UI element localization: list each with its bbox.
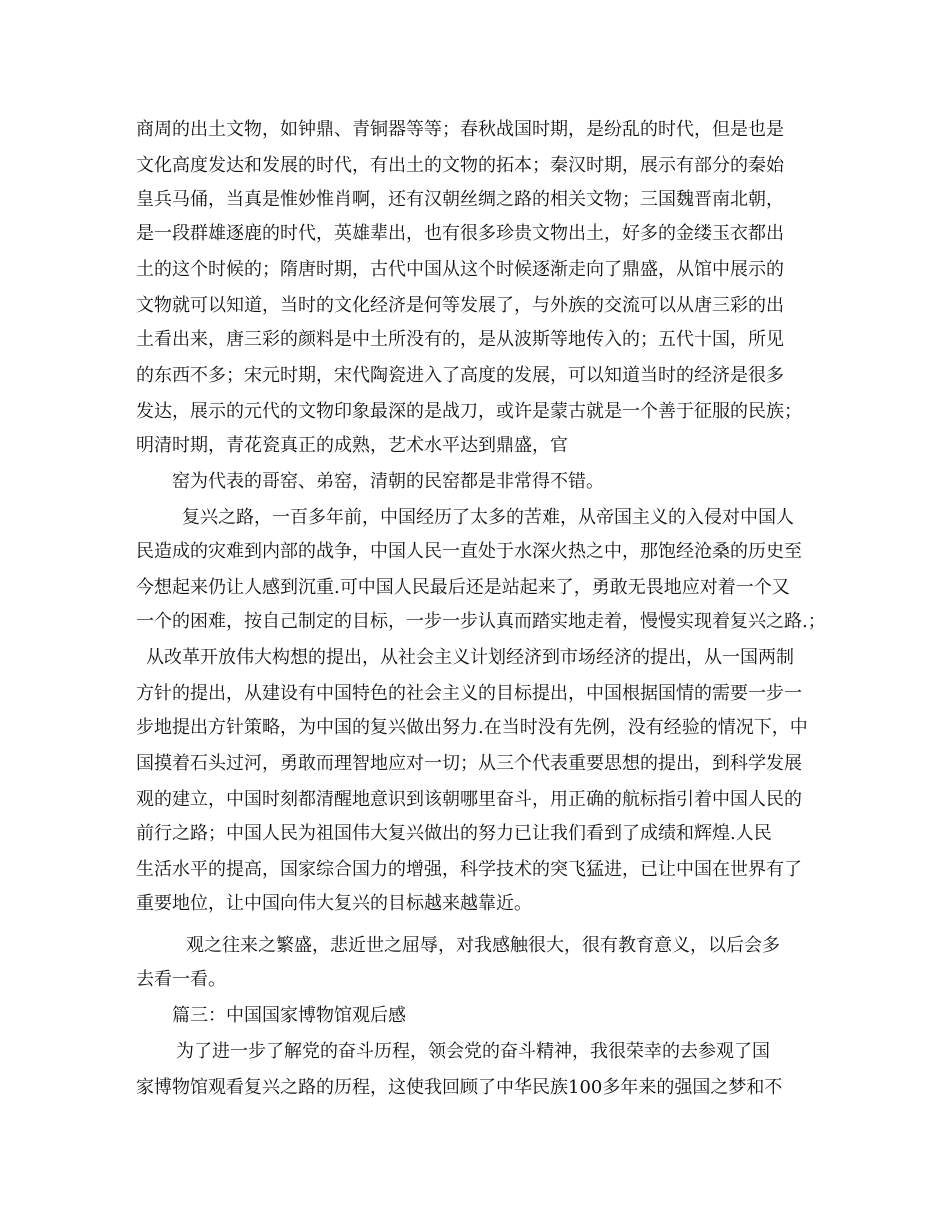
paragraph-3-line-2: 民造成的灾难到内部的战争，中国人民一直处于水深火热之中，那饱经沧桑的历史至 (136, 541, 802, 562)
paragraph-5-line-1: 为了进一步了解党的奋斗历程，领会党的奋斗精神，我很荣幸的去参观了国 (176, 1041, 770, 1062)
section-heading: 篇三：中国国家博物馆观后感 (172, 1005, 406, 1026)
paragraph-3-line-9: 观的建立，中国时刻都清醒地意识到该朝哪里奋斗，用正确的航标指引着中国人民的 (136, 789, 802, 810)
paragraph-1-line-4: 是一段群雄逐鹿的时代，英雄辈出，也有很多珍贵文物出土，好多的金缕玉衣都出 (136, 223, 784, 244)
paragraph-1-line-6: 文物就可以知道，当时的文化经济是何等发展了，与外族的交流可以从唐三彩的出 (136, 295, 784, 316)
paragraph-3-line-12: 重要地位，让中国向伟大复兴的目标越来越靠近。 (136, 893, 532, 914)
paragraph-3-line-7: 步地提出方针策略，为中国的复兴做出努力.在当时没有先例，没有经验的情况下，中 (136, 717, 808, 738)
paragraph-3-line-1: 复兴之路，一百多年前，中国经历了太多的苦难，从帝国主义的入侵对中国人 (182, 507, 794, 528)
paragraph-5-line-2: 家博物馆观看复兴之路的历程，这使我回顾了中华民族100多年来的强国之梦和不 (136, 1077, 783, 1098)
paragraph-1-line-5: 土的这个时候的；隋唐时期，古代中国从这个时候逐渐走向了鼎盛，从馆中展示的 (136, 259, 784, 280)
paragraph-2-line-1: 窑为代表的哥窑、弟窑，清朝的民窑都是非常得不错。 (172, 471, 604, 492)
paragraph-1-line-9: 发达，展示的元代的文物印象最深的是战刀，或许是蒙古就是一个善于征服的民族； (136, 401, 802, 422)
paragraph-4-line-2: 去看一看。 (136, 969, 226, 990)
paragraph-1-line-8: 的东西不多；宋元时期，宋代陶瓷进入了高度的发展，可以知道当时的经济是很多 (136, 365, 784, 386)
paragraph-3-line-4: 一个的困难，按自己制定的目标，一步一步认真而踏实地走着，慢慢实现着复兴之路.； (136, 611, 826, 632)
paragraph-1-line-7: 土看出来，唐三彩的颜料是中土所没有的，是从波斯等地传入的；五代十国，所见 (136, 329, 784, 350)
paragraph-1-line-3: 皇兵马俑，当真是惟妙惟肖啊，还有汉朝丝绸之路的相关文物；三国魏晋南北朝， (136, 189, 784, 210)
paragraph-3-line-5: 从改革开放伟大构想的提出，从社会主义计划经济到市场经济的提出，从一国两制 (146, 647, 794, 668)
paragraph-4-line-1: 观之往来之繁盛，悲近世之屈辱，对我感触很大，很有教育意义，以后会多 (186, 935, 780, 956)
paragraph-1-line-2: 文化高度发达和发展的时代，有出土的文物的拓本；秦汉时期，展示有部分的秦始 (136, 155, 784, 176)
paragraph-3-line-6: 方针的提出，从建设有中国特色的社会主义的目标提出，中国根据国情的需要一步一 (136, 683, 802, 704)
paragraph-3-line-8: 国摸着石头过河，勇敢而理智地应对一切；从三个代表重要思想的提出，到科学发展 (136, 753, 802, 774)
paragraph-1-line-10: 明清时期，青花瓷真正的成熟，艺术水平达到鼎盛，官 (136, 435, 568, 456)
paragraph-3-line-10: 前行之路；中国人民为祖国伟大复兴做出的努力已让我们看到了成绩和辉煌.人民 (136, 823, 772, 844)
paragraph-3-line-3: 今想起来仍让人感到沉重.可中国人民最后还是站起来了，勇敢无畏地应对着一个又 (136, 577, 790, 598)
paragraph-3-line-11: 生活水平的提高，国家综合国力的增强，科学技术的突飞猛进，已让中国在世界有了 (136, 859, 802, 880)
paragraph-1-line-1: 商周的出土文物，如钟鼎、青铜器等等；春秋战国时期，是纷乱的时代，但是也是 (136, 119, 784, 140)
